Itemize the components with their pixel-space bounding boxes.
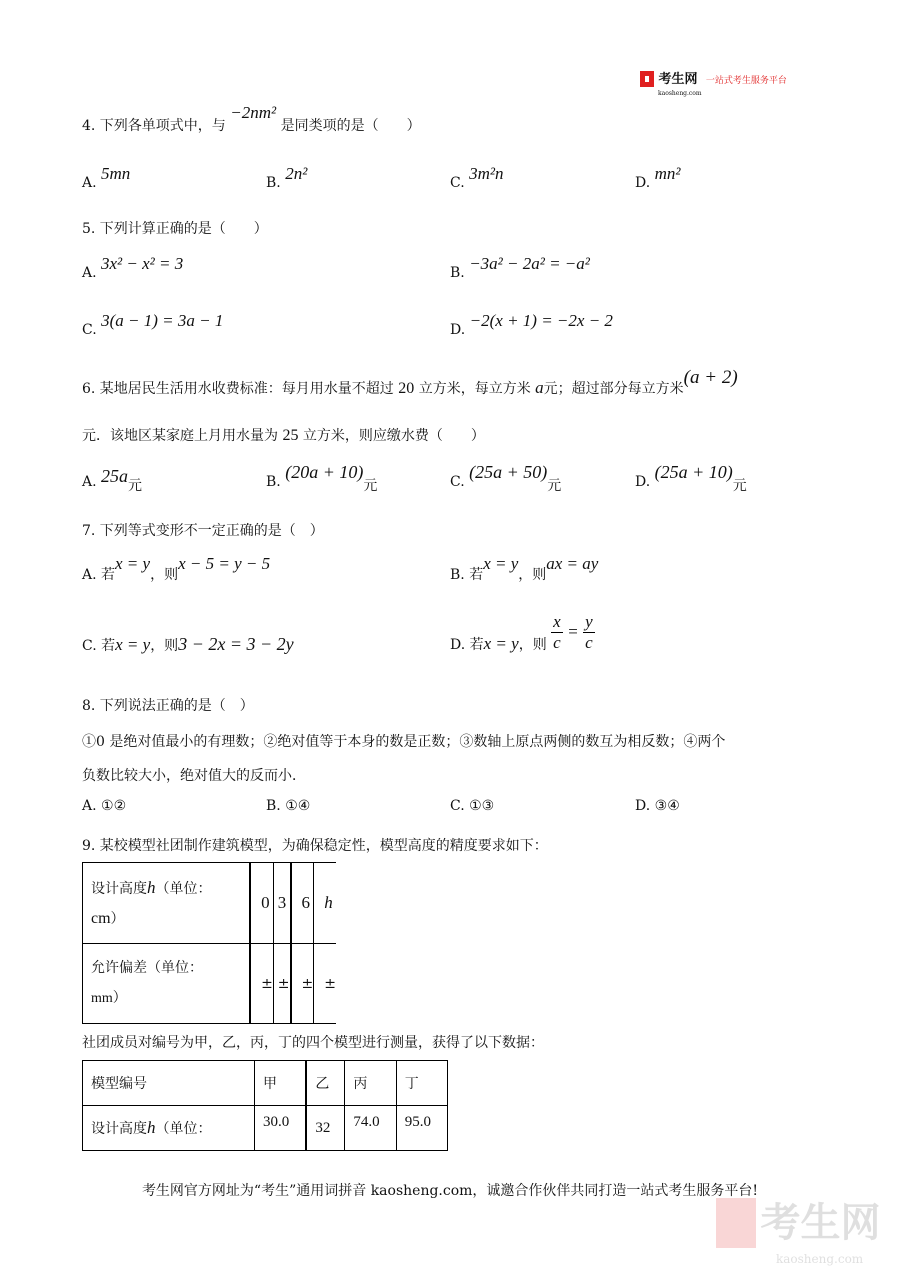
table1-cell: ± (273, 944, 290, 1024)
q8-option-c[interactable]: C. ①③ (450, 798, 495, 814)
table2-header: 乙 (306, 1061, 345, 1106)
question-9: 9. 某校模型社团制作建筑模型，为确保稳定性，模型高度的精度要求如下： (82, 838, 548, 854)
table1-cell: 0 (250, 863, 273, 944)
question-8: 8. 下列说法正确的是（ ） (82, 698, 254, 714)
q7-option-a[interactable]: A. 若x = y，则x − 5 = y − 5 (82, 554, 271, 583)
q4-option-c[interactable]: C. 3m²n (450, 164, 504, 191)
header-logo (640, 71, 787, 87)
q4-stem: 4. 下列各单项式中，与 (82, 118, 226, 134)
q6-option-b[interactable]: B. (20a + 10)元 (266, 462, 378, 494)
logo-subtext: kaosheng.com (658, 90, 702, 97)
question-7: 7. 下列等式变形不一定正确的是（ ） (82, 523, 324, 539)
q7-option-b[interactable]: B. 若x = y，则ax = ay (450, 554, 599, 583)
q6-option-a[interactable]: A. 25a元 (82, 466, 143, 494)
table1-cell: ± (314, 944, 336, 1024)
watermark-logo: 考生网 kaosheng.com (716, 1198, 880, 1248)
table2-cell: 74.0 (345, 1106, 396, 1151)
table2-header: 丙 (345, 1061, 396, 1106)
question-5: 5. 下列计算正确的是（ ） (82, 221, 268, 237)
q5-option-b[interactable]: B. −3a² − 2a² = −a² (450, 254, 590, 281)
header-slogan: 一站式考生服务平台 (705, 76, 787, 86)
q5-option-c[interactable]: C. 3(a − 1) = 3a − 1 (82, 311, 224, 338)
table1-cell: ± (250, 944, 273, 1024)
q4-option-b[interactable]: B. 2n² (266, 164, 308, 191)
table1-cell: ± (291, 944, 314, 1024)
q7-option-d[interactable]: D. 若x = y，则 $\frac{x}{c}$ = $\frac{y}{c}$ (450, 612, 593, 653)
q8-statement-line2: 负数比较大小，绝对值大的反而小． (82, 768, 306, 784)
precision-table (82, 862, 336, 1024)
q9-mid-text: 社团成员对编号为甲，乙，丙，丁的四个模型进行测量，获得了以下数据： (82, 1035, 544, 1051)
question-6-line1: 6. 某地居民生活用水收费标准：每月用水量不超过 20 立方米，每立方米 a元；超过部分每立方米(a + 2) (82, 367, 738, 397)
table1-cell: 3 (273, 863, 290, 944)
measurement-table (82, 1060, 448, 1151)
question-4 (82, 103, 421, 135)
table2-cell: 32 (306, 1106, 345, 1151)
q6-option-c[interactable]: C. (25a + 50)元 (450, 462, 562, 494)
table1-row1-label: 设计高度h（单位： cm） (83, 863, 251, 944)
q8-option-b[interactable]: B. ①④ (266, 798, 311, 814)
table2-header: 丁 (396, 1061, 447, 1106)
table2-header: 甲 (255, 1061, 307, 1106)
footer-text: 考生网官方网址为“考生”通用词拼音 kaosheng.com，诚邀合作伙伴共同打造一站式考生服务平台! (141, 1183, 759, 1199)
table1-cell: 6 (291, 863, 314, 944)
table1-cell: h (314, 863, 336, 944)
table2-row-label: 设计高度h（单位： (83, 1106, 255, 1151)
q8-option-a[interactable]: A. ①② (82, 798, 127, 814)
q4-option-a[interactable]: A. 5mn (82, 164, 131, 191)
table1-row2-label: 允许偏差（单位： mm） (83, 944, 251, 1024)
q4-option-d[interactable]: D. mn² (635, 164, 681, 191)
q4-stem-end: 是同类项的是（ ） (280, 118, 421, 134)
q7-option-c[interactable]: C. 若x = y，则3 − 2x = 3 − 2y (82, 634, 294, 654)
table2-cell: 95.0 (396, 1106, 447, 1151)
q8-statement-line1: ①0 是绝对值最小的有理数；②绝对值等于本身的数是正数；③数轴上原点两侧的数互为相反数；④两个 (82, 734, 726, 750)
table2-header: 模型编号 (83, 1061, 255, 1106)
q6-option-d[interactable]: D. (25a + 10)元 (635, 462, 747, 494)
q5-option-a[interactable]: A. 3x² − x² = 3 (82, 254, 184, 281)
logo-text: 考生网 (658, 72, 698, 87)
q8-option-d[interactable]: D. ③④ (635, 798, 680, 814)
question-6-line2: 元．该地区某家庭上月用水量为 25 立方米，则应缴水费（ ） (82, 427, 485, 444)
table2-cell: 30.0 (255, 1106, 307, 1151)
logo-icon (640, 71, 654, 87)
q4-expr: −2nm² (230, 103, 277, 122)
q5-option-d[interactable]: D. −2(x + 1) = −2x − 2 (450, 311, 613, 338)
